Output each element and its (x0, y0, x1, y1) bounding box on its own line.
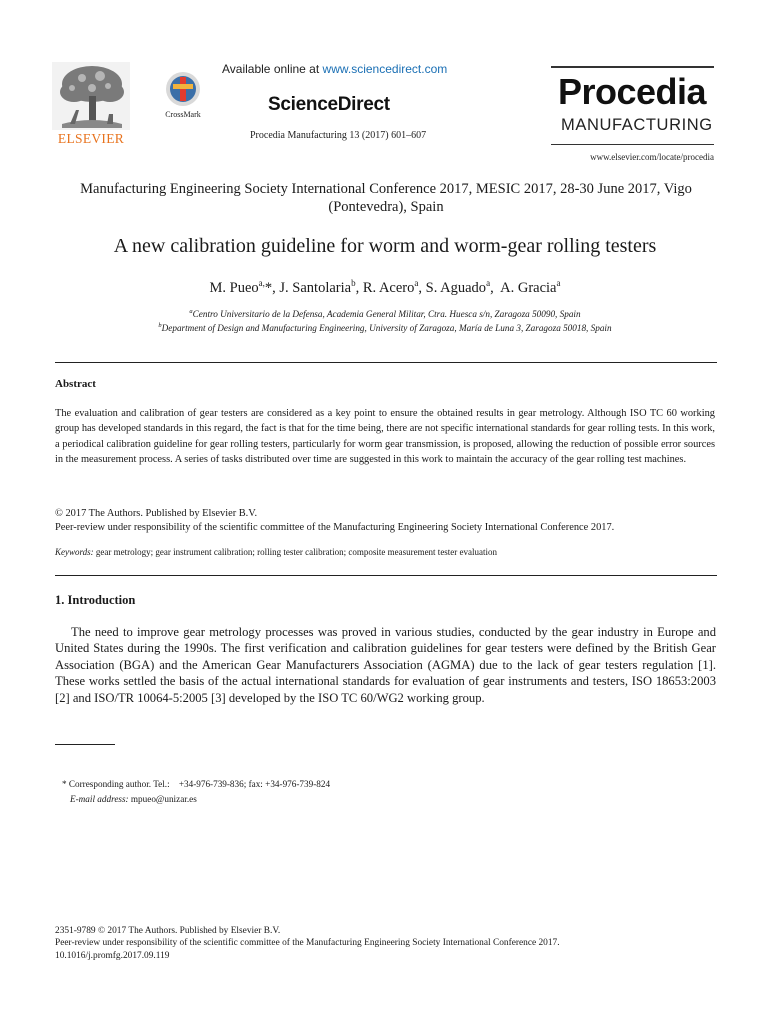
affiliation-b (40, 322, 730, 333)
email-address[interactable]: mpueo@unizar.es (130, 794, 197, 804)
publication-footer (55, 925, 725, 962)
keywords-label: Keywords: (55, 547, 94, 557)
journal-url[interactable]: www.elsevier.com/locate/procedia (590, 152, 714, 162)
affiliation-a (40, 308, 730, 319)
procedia-subtitle: MANUFACTURING (561, 116, 713, 134)
email-note (70, 794, 197, 804)
peer-review-line: Peer-review under responsibility of the scientific committee of the Manufacturing Engineering Society International Conference 2017. (55, 522, 615, 533)
affiliation-sup: b (158, 322, 162, 329)
section-heading-introduction: 1. Introduction (55, 593, 136, 607)
footnote-rule (55, 744, 115, 745)
author-list: M. Pueo$^{a,}$*, J. Santolaria$^b$, R. Acero$^a$, S. Aguado$^a$, A. Gracia$^a$ (209, 278, 561, 296)
elsevier-wordmark: ELSEVIER (57, 131, 125, 146)
author-name: M. Pueo (209, 279, 259, 296)
paper-title: A new calibration guideline for worm and worm-gear rolling testers (113, 235, 657, 257)
conference-name: Manufacturing Engineering Society International Conference 2017, MESIC 2017, 28-30 June 2017, Vigo (Pontevedra), Spain (80, 181, 692, 215)
footer-peer-review: Peer-review under responsibility of the scientific committee of the Manufacturing Engineering Society International Conference 2017. (55, 938, 560, 949)
affiliation-text: Centro Universitario de la Defensa, Academia General Militar, Ctra. Huesca s/n, Zaragoza 50090, Spain (192, 309, 581, 320)
author-affil-sup: a (414, 278, 419, 288)
corresponding-author-note: * Corresponding author. Tel.: +34-976-739-836; fax: +34-976-739-824 (62, 779, 331, 789)
crossmark-label: CrossMark (165, 110, 201, 119)
author-name: A. Gracia (500, 279, 557, 296)
available-prefix: Available online at (222, 62, 323, 76)
abstract-heading: Abstract (55, 378, 96, 390)
sciencedirect-link[interactable]: www.sciencedirect.com (322, 62, 448, 76)
abstract-text: The evaluation and calibration of gear testers are considered as a key point to ensure the obtained results in gear metrology. Although ISO TC 60 working group has developed standards in this regard, the fact is that for the time being, there are not specific international standards for gear rolling tests. In this work, a periodical calibration guideline for gear rolling testers, particularly for worm gear transmission, is proposed, allowing the reduction of possible error sources in the measurement process. A series of tasks distributed over time are suggested in this work to maintain the accuracy of the gear rolling test machines. (55, 408, 715, 466)
abstract-top-rule (55, 362, 717, 363)
corresponding-star: * (264, 279, 273, 296)
email-label: E-mail address: (70, 794, 129, 804)
keywords-text: gear metrology; gear instrument calibration; rolling tester calibration; composite measurement tester evaluation (95, 547, 498, 557)
issn-line: 2351-9789 © 2017 The Authors. Published by Elsevier B.V. (55, 926, 281, 936)
procedia-wordmark: Procedia (558, 71, 707, 112)
procedia-divider (551, 144, 714, 145)
introduction-paragraph: The need to improve gear metrology processes was proved in various studies, conducted by the gear industry in Europe and United States during the 1990s. The first verification and calibration guidelines for gear testers were defined by the British Gear Association (BGA) and the American Gear Manufacturers Association (AGMA) due to the lack of gear testers regulation [1]. These works settled the basis of the actual international standards for evaluation of gear instruments and testers, ISO 18653:2003 [2] and ISO/TR 10064-5:2005 [3] developed by the ISO TC 60/WG2 working group. (55, 625, 716, 705)
keywords-line (55, 547, 497, 557)
available-online (222, 62, 447, 76)
crossmark-icon[interactable] (158, 69, 208, 121)
author-name: R. Acero (362, 279, 415, 296)
journal-reference: Procedia Manufacturing 13 (2017) 601–607 (250, 130, 427, 141)
sciencedirect-wordmark: ScienceDirect (268, 94, 390, 115)
doi-line[interactable]: 10.1016/j.promfg.2017.09.119 (55, 950, 170, 961)
procedia-top-bar (551, 66, 714, 68)
affiliation-sup: a (189, 308, 193, 315)
author-affil-sup: b (351, 278, 356, 288)
affiliation-text: Department of Design and Manufacturing Engineering, University of Zaragoza, María de Luna 3, Zaragoza 50018, Spain (161, 323, 612, 334)
author-name: J. Santolaria (279, 279, 352, 296)
author-affil-sup: a (556, 278, 561, 288)
abstract-bottom-rule (55, 575, 717, 576)
author-affil-sup: a, (258, 278, 265, 288)
author-affil-sup: a (486, 278, 491, 288)
copyright-line: © 2017 The Authors. Published by Elsevier B.V. (55, 508, 258, 519)
author-name: S. Aguado (425, 279, 487, 296)
